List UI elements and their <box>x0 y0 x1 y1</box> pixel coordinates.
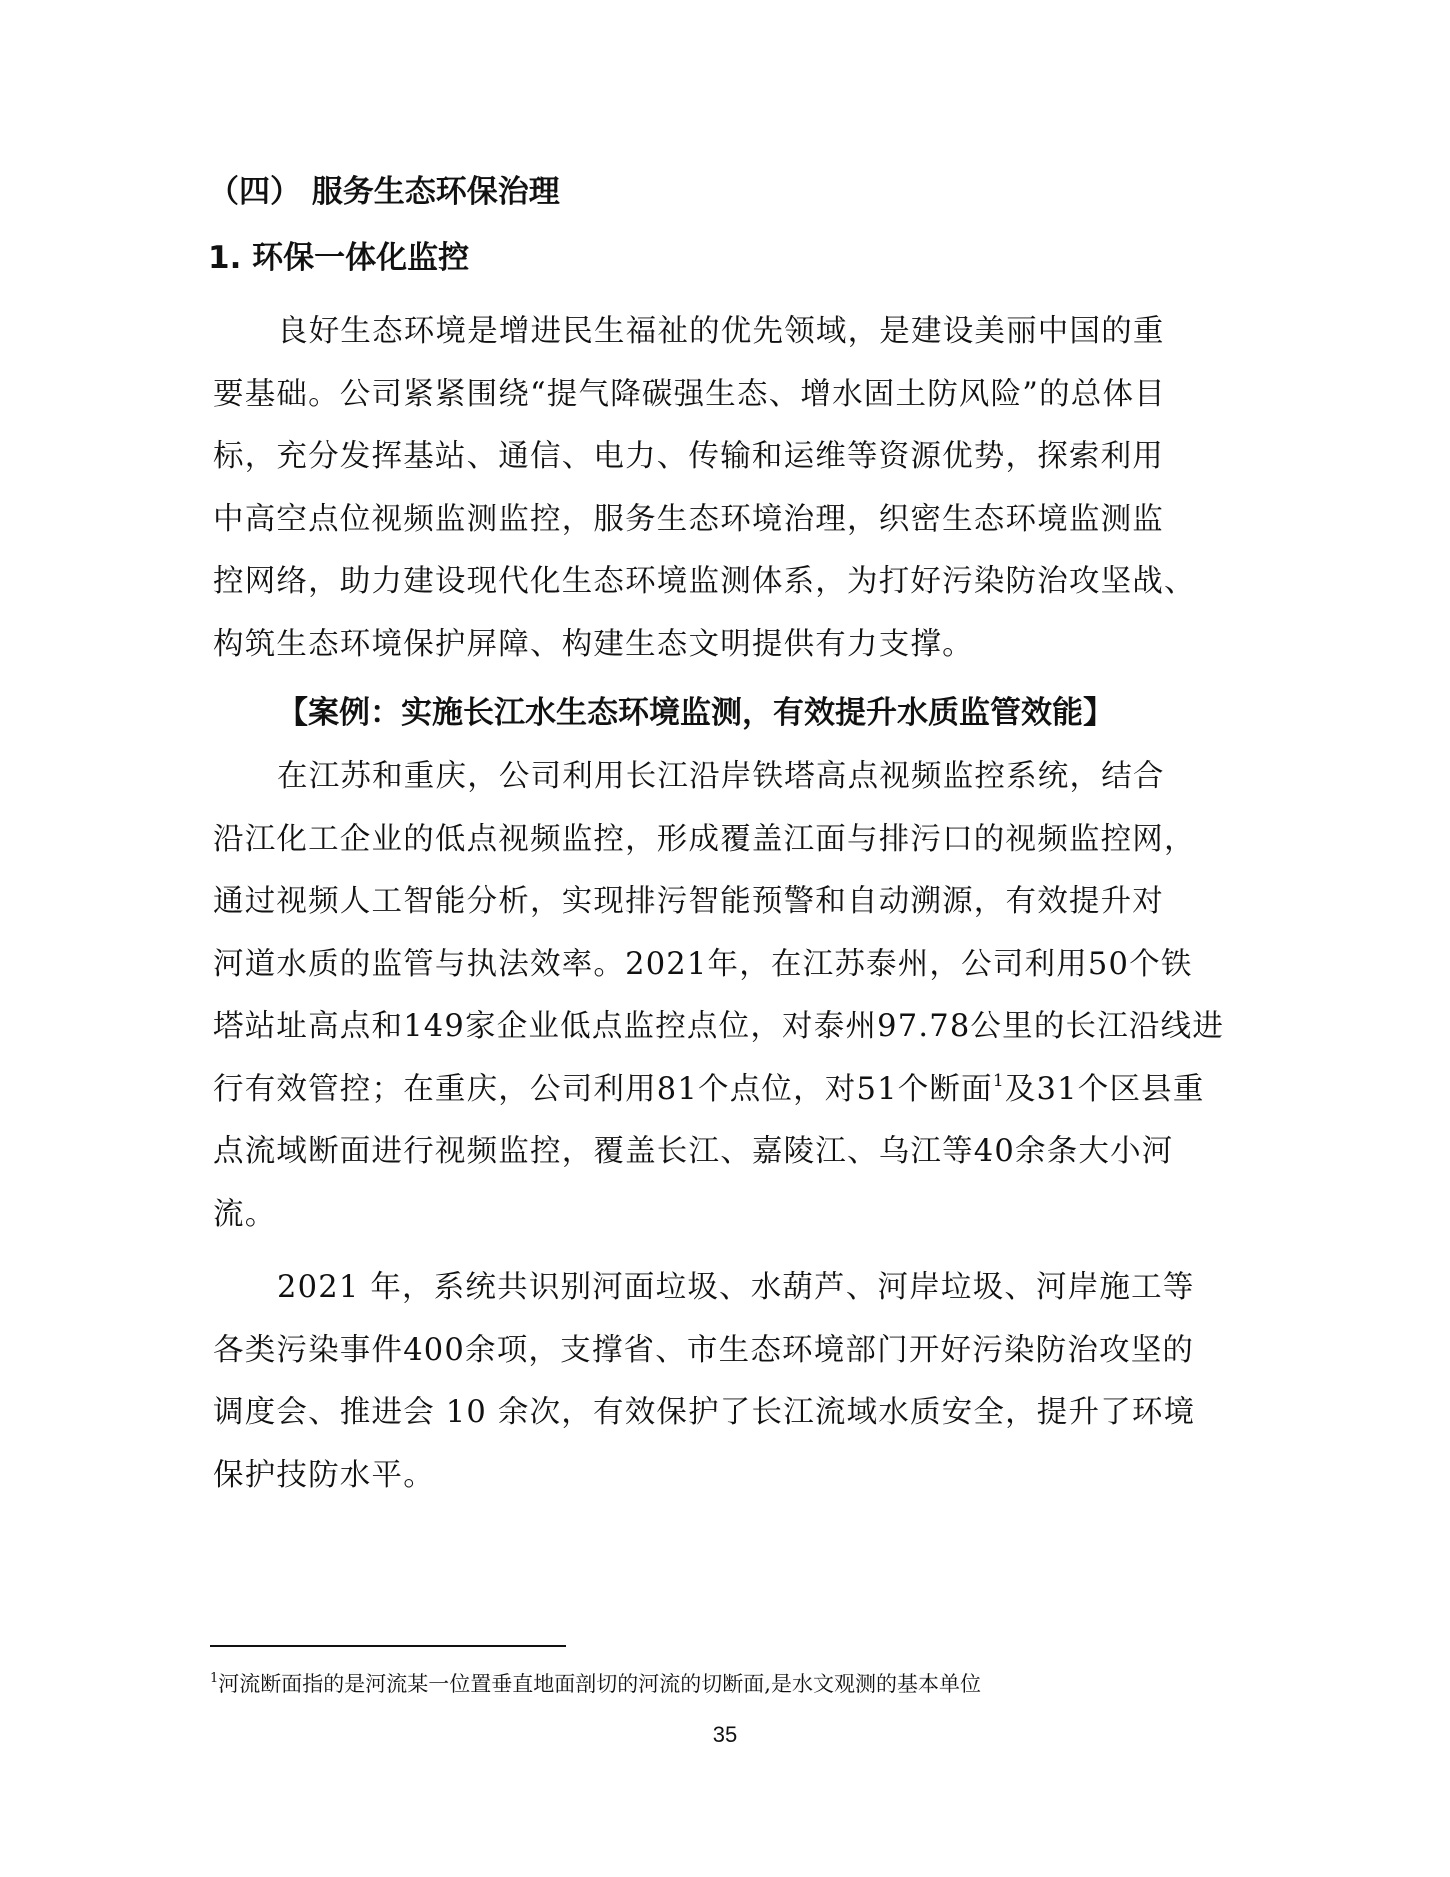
paragraph-line: 在江苏和重庆，公司利用长江沿岸铁塔高点视频监控系统，结合 <box>277 759 1165 794</box>
footnote-divider <box>210 1645 566 1647</box>
line-text: 行有效管控；在重庆，公司利用81个点位，对51个断面 <box>213 1071 993 1107</box>
paragraph-line: 塔站址高点和149家企业低点监控点位，对泰州97.78公里的长江沿线进 <box>213 1009 1225 1044</box>
case-paragraph-1 <box>213 746 1233 1246</box>
paragraph-line: 要基础。公司紧紧围绕“提气降碳强生态、增水固土防风险”的总体目 <box>213 376 1166 412</box>
footnote-reference[interactable]: 1 <box>992 1070 1005 1091</box>
case-title: 【案例：实施长江水生态环境监测，有效提升水质监管效能】 <box>277 695 1114 731</box>
paragraph-line: 良好生态环境是增进民生福祉的优先领域，是建设美丽中国的重 <box>277 314 1165 349</box>
footnote-marker: 1 <box>210 1671 219 1686</box>
paragraph-line <box>213 1059 1233 1122</box>
paragraph-line: 保护技防水平。 <box>213 1457 435 1493</box>
line-text: 及31个区县重 <box>1004 1071 1205 1107</box>
case-paragraph-2 <box>213 1257 1233 1507</box>
footnote <box>210 1670 981 1698</box>
paragraph-line: 各类污染事件400余项，支撑省、市生态环境部门开好污染防治攻坚的 <box>213 1332 1195 1368</box>
paragraph-line: 河道水质的监管与执法效率。2021年，在江苏泰州，公司利用50个铁 <box>213 946 1193 982</box>
paragraph-line: 标，充分发挥基站、通信、电力、传输和运维等资源优势，探索利用 <box>213 439 1164 474</box>
paragraph-line: 构筑生态环境保护屏障、构建生态文明提供有力支撑。 <box>213 626 974 662</box>
paragraph-line: 2021 年，系统共识别河面垃圾、水葫芦、河岸垃圾、河岸施工等 <box>277 1270 1195 1305</box>
footnote-text: 河流断面指的是河流某一位置垂直地面剖切的河流的切断面,是水文观测的基本单位 <box>218 1672 981 1696</box>
paragraph-line: 控网络，助力建设现代化生态环境监测体系，为打好污染防治攻坚战、 <box>213 564 1196 599</box>
subsection-heading: 1. 环保一体化监控 <box>208 240 470 276</box>
paragraph-line: 沿江化工企业的低点视频监控，形成覆盖江面与排污口的视频监控网， <box>213 821 1196 857</box>
paragraph-line: 通过视频人工智能分析，实现排污智能预警和自动溯源，有效提升对 <box>213 884 1164 919</box>
paragraph-line: 调度会、推进会 10 余次，有效保护了长江流域水质安全，提升了环境 <box>213 1395 1196 1430</box>
page-number: 35 <box>712 1722 738 1747</box>
paragraph-line: 点流域断面进行视频监控，覆盖长江、嘉陵江、乌江等40余条大小河 <box>213 1134 1174 1169</box>
section-heading: （四） 服务生态环保治理 <box>208 174 560 210</box>
paragraph-line: 流。 <box>213 1196 277 1232</box>
paragraph-line: 中高空点位视频监测监控，服务生态环境治理，织密生态环境监测监 <box>213 501 1164 537</box>
intro-paragraph <box>213 301 1233 676</box>
